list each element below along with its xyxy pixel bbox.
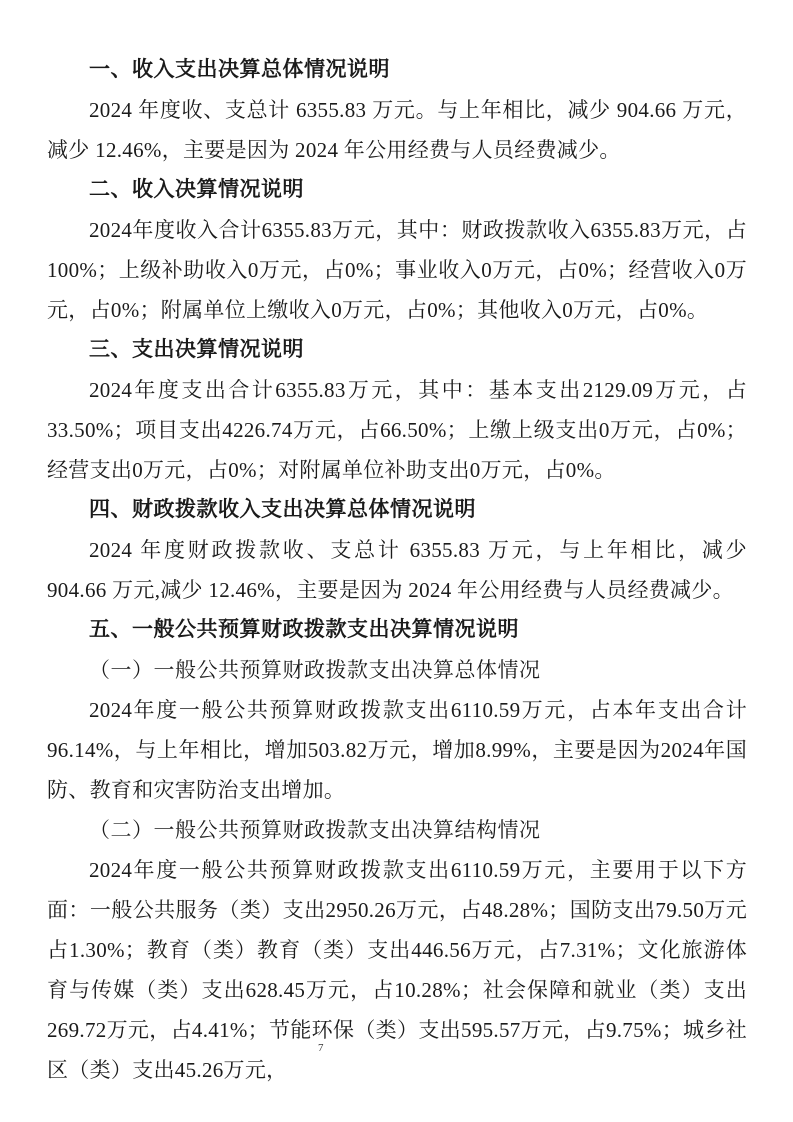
section-heading-3: 三、支出决算情况说明 xyxy=(89,338,304,361)
section-1-paragraph: 2024 年度收、支总计 6355.83 万元。与上年相比，减少 904.66 万元，减少 12.46%，主要是因为 2024 年公用经费与人员经费减少。 xyxy=(47,98,747,162)
section-heading-1: 一、收入支出决算总体情况说明 xyxy=(89,58,390,81)
subsection-heading-5-1: （一）一般公共预算财政拨款支出决算总体情况 xyxy=(89,658,541,682)
subsection-5-2-paragraph: 2024年度一般公共预算财政拨款支出6110.59万元，主要用于以下方面：一般公共服务（类）支出2950.26万元，占48.28%；国防支出79.50万元占1.30%；教育（类）教育（类）支出446.56万元，占7.31%；文化旅游体育与传媒（类）支出628.45万元，占10.28%；社会保障和就业（类）支出269.72万元，占4.41%；节能环保（类）支出595.57万元，占9.75%；城乡社区（类）支出45.26万元， xyxy=(47,858,747,1082)
section-4-paragraph: 2024 年度财政拨款收、支总计 6355.83 万元，与上年相比，减少 904.66 万元,减少 12.46%，主要是因为 2024 年公用经费与人员经费减少。 xyxy=(47,538,747,602)
subsection-5-1-paragraph: 2024年度一般公共预算财政拨款支出6110.59万元，占本年支出合计96.14%，与上年相比，增加503.82万元，增加8.99%，主要是因为2024年国防、教育和灾害防治支出增加。 xyxy=(47,698,747,802)
section-heading-2: 二、收入决算情况说明 xyxy=(89,178,304,201)
subsection-heading-5-2: （二）一般公共预算财政拨款支出决算结构情况 xyxy=(89,818,541,842)
page-number: 7 xyxy=(318,1042,324,1054)
section-heading-5: 五、一般公共预算财政拨款支出决算情况说明 xyxy=(89,618,519,641)
section-3-paragraph: 2024年度支出合计6355.83万元，其中：基本支出2129.09万元，占33.50%；项目支出4226.74万元，占66.50%；上缴上级支出0万元，占0%；经营支出0万元，占0%；对附属单位补助支出0万元，占0%。 xyxy=(47,378,747,482)
section-2-paragraph: 2024年度收入合计6355.83万元，其中：财政拨款收入6355.83万元，占100%；上级补助收入0万元，占0%；事业收入0万元，占0%；经营收入0万元，占0%；附属单位上缴收入0万元，占0%；其他收入0万元，占0%。 xyxy=(47,218,747,322)
section-heading-4: 四、财政拨款收入支出决算总体情况说明 xyxy=(89,498,476,521)
document-content xyxy=(47,50,747,1090)
